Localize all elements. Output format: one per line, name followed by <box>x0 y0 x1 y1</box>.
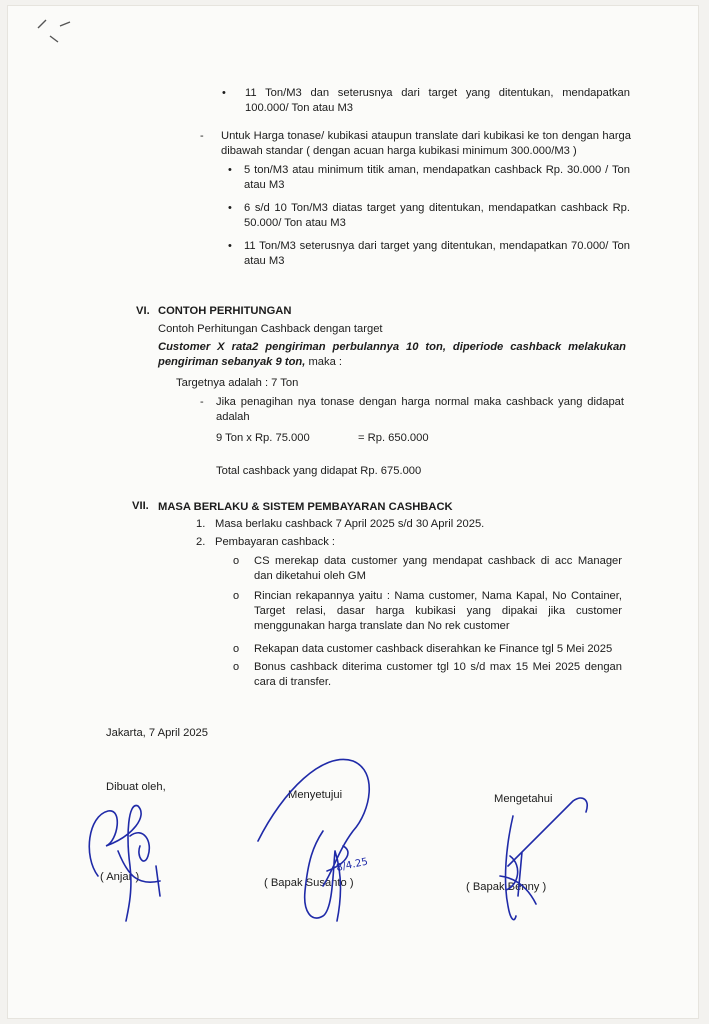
section-6-total: Total cashback yang didapat Rp. 675.000 <box>216 465 422 477</box>
signature-susanto <box>253 751 393 926</box>
section-7-item-text: Pembayaran cashback : <box>215 536 336 548</box>
section-7-item-num: 1. <box>196 518 206 530</box>
known-name: ( Bapak Benny ) <box>466 881 547 893</box>
bullet-dot: • <box>222 87 226 99</box>
circle-bullet: o <box>233 661 240 673</box>
dash-marker: - <box>200 396 204 408</box>
made-by-name: ( Anjar ) <box>100 871 140 883</box>
approved-name: ( Bapak Susanto ) <box>264 877 354 889</box>
circle-bullet: o <box>233 590 240 602</box>
tier-b-item: 11 Ton/M3 seterusnya dari target yang ditentukan, mendapatkan 70.000/ Ton atau M3 <box>244 240 630 267</box>
tier-b-item: 5 ton/M3 atau minimum titik aman, mendapatkan cashback Rp. 30.000 / Ton atau M3 <box>244 164 630 191</box>
section-7-subitem: CS merekap data customer yang mendapat cashback di acc Manager dan diketahui oleh GM <box>254 555 622 582</box>
calc-right: = Rp. 650.000 <box>358 432 429 444</box>
circle-bullet: o <box>233 643 240 655</box>
section-6-subtitle: Contoh Perhitungan Cashback dengan target <box>158 323 383 335</box>
example-bold-text: Customer X rata2 pengiriman perbulannya 10 ton, diperiode cashback melakukan pengiriman sebanyak 9 ton, <box>158 341 626 368</box>
scan-corner-mark <box>36 16 76 46</box>
section-6-title: CONTOH PERHITUNGAN <box>158 305 292 317</box>
section-6-example <box>158 340 626 370</box>
calc-left: 9 Ton x Rp. 75.000 <box>216 432 310 444</box>
handwritten-date: 8/4.25 <box>335 856 369 874</box>
section-7-item-num: 2. <box>196 536 206 548</box>
section-6-dash-text: Jika penagihan nya tonase dengan harga normal maka cashback yang didapat adalah <box>216 396 624 423</box>
approved-label: Menyetujui <box>288 789 343 801</box>
signature-benny <box>478 786 598 926</box>
made-by-label: Dibuat oleh, <box>106 781 166 793</box>
example-tail-text: maka : <box>305 356 343 368</box>
document-page <box>8 6 698 1018</box>
section-6-target: Targetnya adalah : 7 Ton <box>176 377 299 389</box>
section-7-subitem: Rincian rekapannya yaitu : Nama customer, Nama Kapal, No Container, Target relasi, dasar harga kubikasi yang dipakai jika customer menggunakan harga translate dan No rek customer <box>254 590 622 632</box>
tier-b-intro: Untuk Harga tonase/ kubikasi ataupun translate dari kubikasi ke ton dengan harga dibawah standar ( dengan acuan harga kubikasi minimum 300.000/M3 ) <box>221 130 631 157</box>
section-7-subitem: Bonus cashback diterima customer tgl 10 s/d max 15 Mei 2025 dengan cara di transfer. <box>254 661 622 688</box>
tier-a-item-11: 11 Ton/M3 dan seterusnya dari target yang ditentukan, mendapatkan 100.000/ Ton atau M3 <box>245 87 630 114</box>
section-7-number: VII. <box>132 500 149 512</box>
section-7-title: MASA BERLAKU & SISTEM PEMBAYARAN CASHBACK <box>158 501 453 513</box>
circle-bullet: o <box>233 555 240 567</box>
bullet-dot: • <box>228 164 232 176</box>
signature-anjar <box>78 796 178 926</box>
section-6-number: VI. <box>136 305 150 317</box>
place-date: Jakarta, 7 April 2025 <box>106 727 208 739</box>
bullet-dot: • <box>228 240 232 252</box>
section-7-subitem: Rekapan data customer cashback diserahkan ke Finance tgl 5 Mei 2025 <box>254 643 613 655</box>
section-7-item-text: Masa berlaku cashback 7 April 2025 s/d 30 April 2025. <box>215 518 485 530</box>
tier-b-item: 6 s/d 10 Ton/M3 diatas target yang ditentukan, mendapatkan cashback Rp. 50.000/ Ton atau M3 <box>244 202 630 229</box>
known-label: Mengetahui <box>494 793 553 805</box>
bullet-dot: • <box>228 202 232 214</box>
dash-marker: - <box>200 130 204 142</box>
